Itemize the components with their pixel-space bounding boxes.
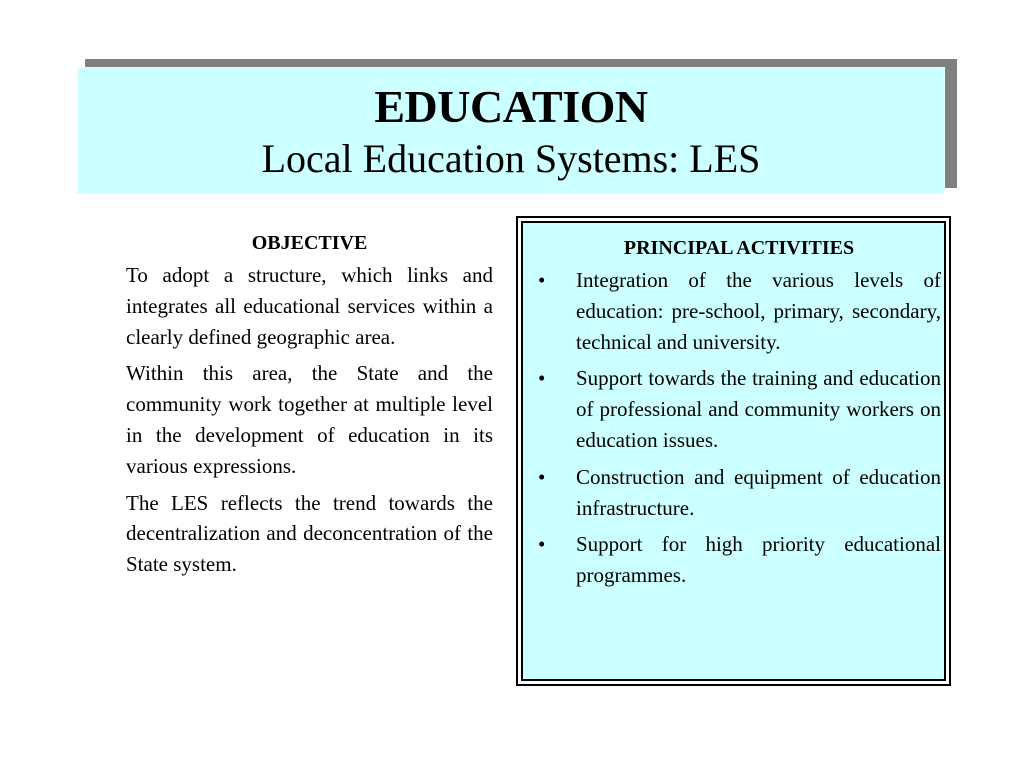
objective-paragraph: To adopt a structure, which links and integrates all educational services within a clearly defined geographic area. xyxy=(126,263,493,349)
activity-text: Construction and equipment of education infrastructure. xyxy=(576,464,941,520)
list-item xyxy=(537,462,941,524)
bullet-icon: • xyxy=(538,464,546,489)
bullet-icon: • xyxy=(538,532,546,557)
activities-box xyxy=(521,221,946,681)
list-item xyxy=(537,529,941,591)
objective-paragraph: The LES reflects the trend towards the decentralization and deconcentration of the State system. xyxy=(126,490,493,577)
list-item xyxy=(537,265,941,357)
activities-heading: PRINCIPAL ACTIVITIES xyxy=(623,237,855,259)
activity-text: Support towards the training and education of professional and community workers on education issues. xyxy=(576,366,941,452)
activities-frame xyxy=(516,216,951,686)
activities-list xyxy=(537,265,941,591)
objective-paragraph: Within this area, the State and the community work together at multiple level in the development of education in its various expressions. xyxy=(126,361,493,478)
bullet-icon: • xyxy=(538,366,546,391)
slide-subtitle: Local Education Systems: LES xyxy=(261,136,761,181)
activity-text: Integration of the various levels of education: pre-school, primary, secondary, technical and university. xyxy=(576,268,941,354)
title-box xyxy=(77,67,945,194)
bullet-icon: • xyxy=(538,268,546,292)
slide-title: EDUCATION xyxy=(374,81,648,132)
activity-text: Support for high priority educational programmes. xyxy=(576,532,941,588)
objective-heading: OBJECTIVE xyxy=(251,232,368,254)
objective-section xyxy=(126,228,493,586)
activities-section xyxy=(537,233,941,597)
list-item xyxy=(537,363,941,455)
